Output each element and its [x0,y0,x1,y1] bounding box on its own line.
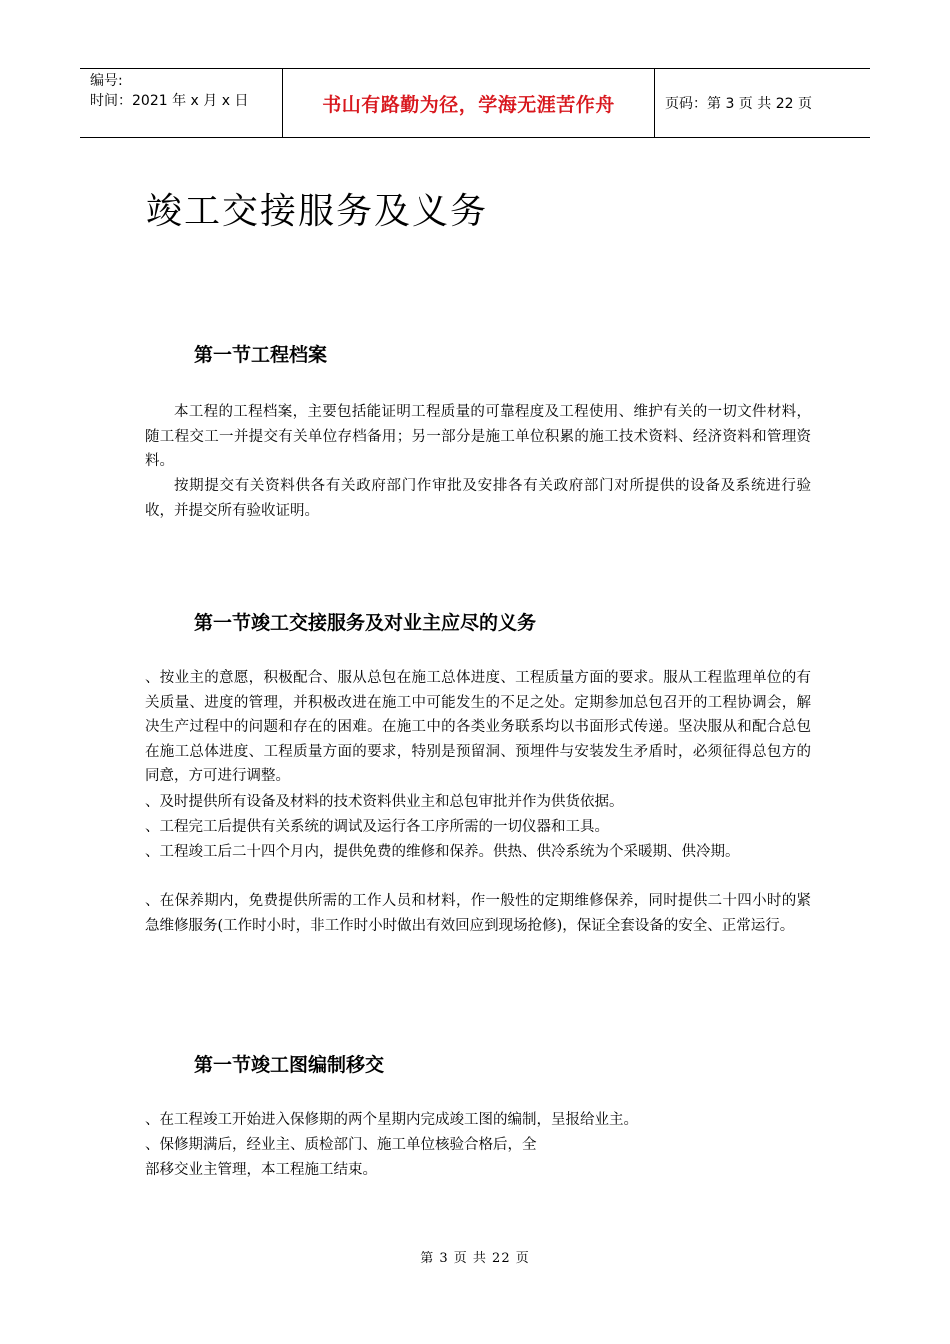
page-footer: 第 3 页 共 22 页 [420,1251,530,1266]
section-1-paragraph-1: 本工程的工程档案，主要包括能证明工程质量的可靠程度及工程使用、维护有关的一切文件材料，随工程交工一并提交有关单位存档备用；另一部分是施工单位积累的施工技术资料、经济资料和管理资料。 [145,404,811,469]
section-2-item-1: 、按业主的意愿，积极配合、服从总包在施工总体进度、工程质量方面的要求。服从工程监理单位的有关质量、进度的管理，并积极改进在施工中可能发生的不足之处。定期参加总包召开的工程协调会，解决生产过程中的问题和存在的困难。在施工中的各类业务联系均以书面形式传递。坚决服从和配合总包在施工总体进度、工程质量方面的要求，特别是预留洞、预埋件与安装发生矛盾时，必须征得总包方的同意，方可进行调整。 [145,670,811,784]
section-2-item-4: 、工程竣工后二十四个月内，提供免费的维修和保养。供热、供冷系统为个采暖期、供冷期。 [145,844,740,860]
document-number-label: 编号: [90,73,123,89]
section-heading-handover-obligations: 第一节竣工交接服务及对业主应尽的义务 [194,612,537,634]
section-2-item-3: 、工程完工后提供有关系统的调试及运行各工序所需的一切仪器和工具。 [145,819,609,835]
header-page-info-cell [655,69,870,137]
header-motto: 书山有路勤为径，学海无涯苦作舟 [322,93,615,116]
section-3-item-1: 、在工程竣工开始进入保修期的两个星期内完成竣工图的编制，呈报给业主。 [145,1112,638,1128]
section-1-paragraph-2: 按期提交有关资料供各有关政府部门作审批及安排各有关政府部门对所提供的设备及系统进行验收，并提交所有验收证明。 [145,478,811,519]
section-2-item-5: 、在保养期内，免费提供所需的工作人员和材料，作一般性的定期维修保养，同时提供二十四小时的紧急维修服务(工作时小时，非工作时小时做出有效回应到现场抢修)，保证全套设备的安全、正常运行。 [145,893,811,934]
section-3-item-2: 、保修期满后，经业主、质检部门、施工单位核验合格后，全 [145,1137,537,1153]
section-3-item-2-continued: 部移交业主管理，本工程施工结束。 [145,1162,377,1178]
document-time-label: 时间：2021 年 x 月 x 日 [90,93,249,109]
page-header [80,68,870,138]
document-title: 竣工交接服务及义务 [146,191,489,232]
section-2-item-2: 、及时提供所有设备及材料的技术资料供业主和总包审批并作为供货依据。 [145,794,624,810]
section-heading-archives: 第一节工程档案 [194,344,328,366]
header-meta [80,69,282,137]
header-motto-cell [282,69,655,137]
section-heading-as-built-drawings: 第一节竣工图编制移交 [194,1054,385,1076]
header-page-info: 页码：第 3 页 共 22 页 [665,96,812,112]
